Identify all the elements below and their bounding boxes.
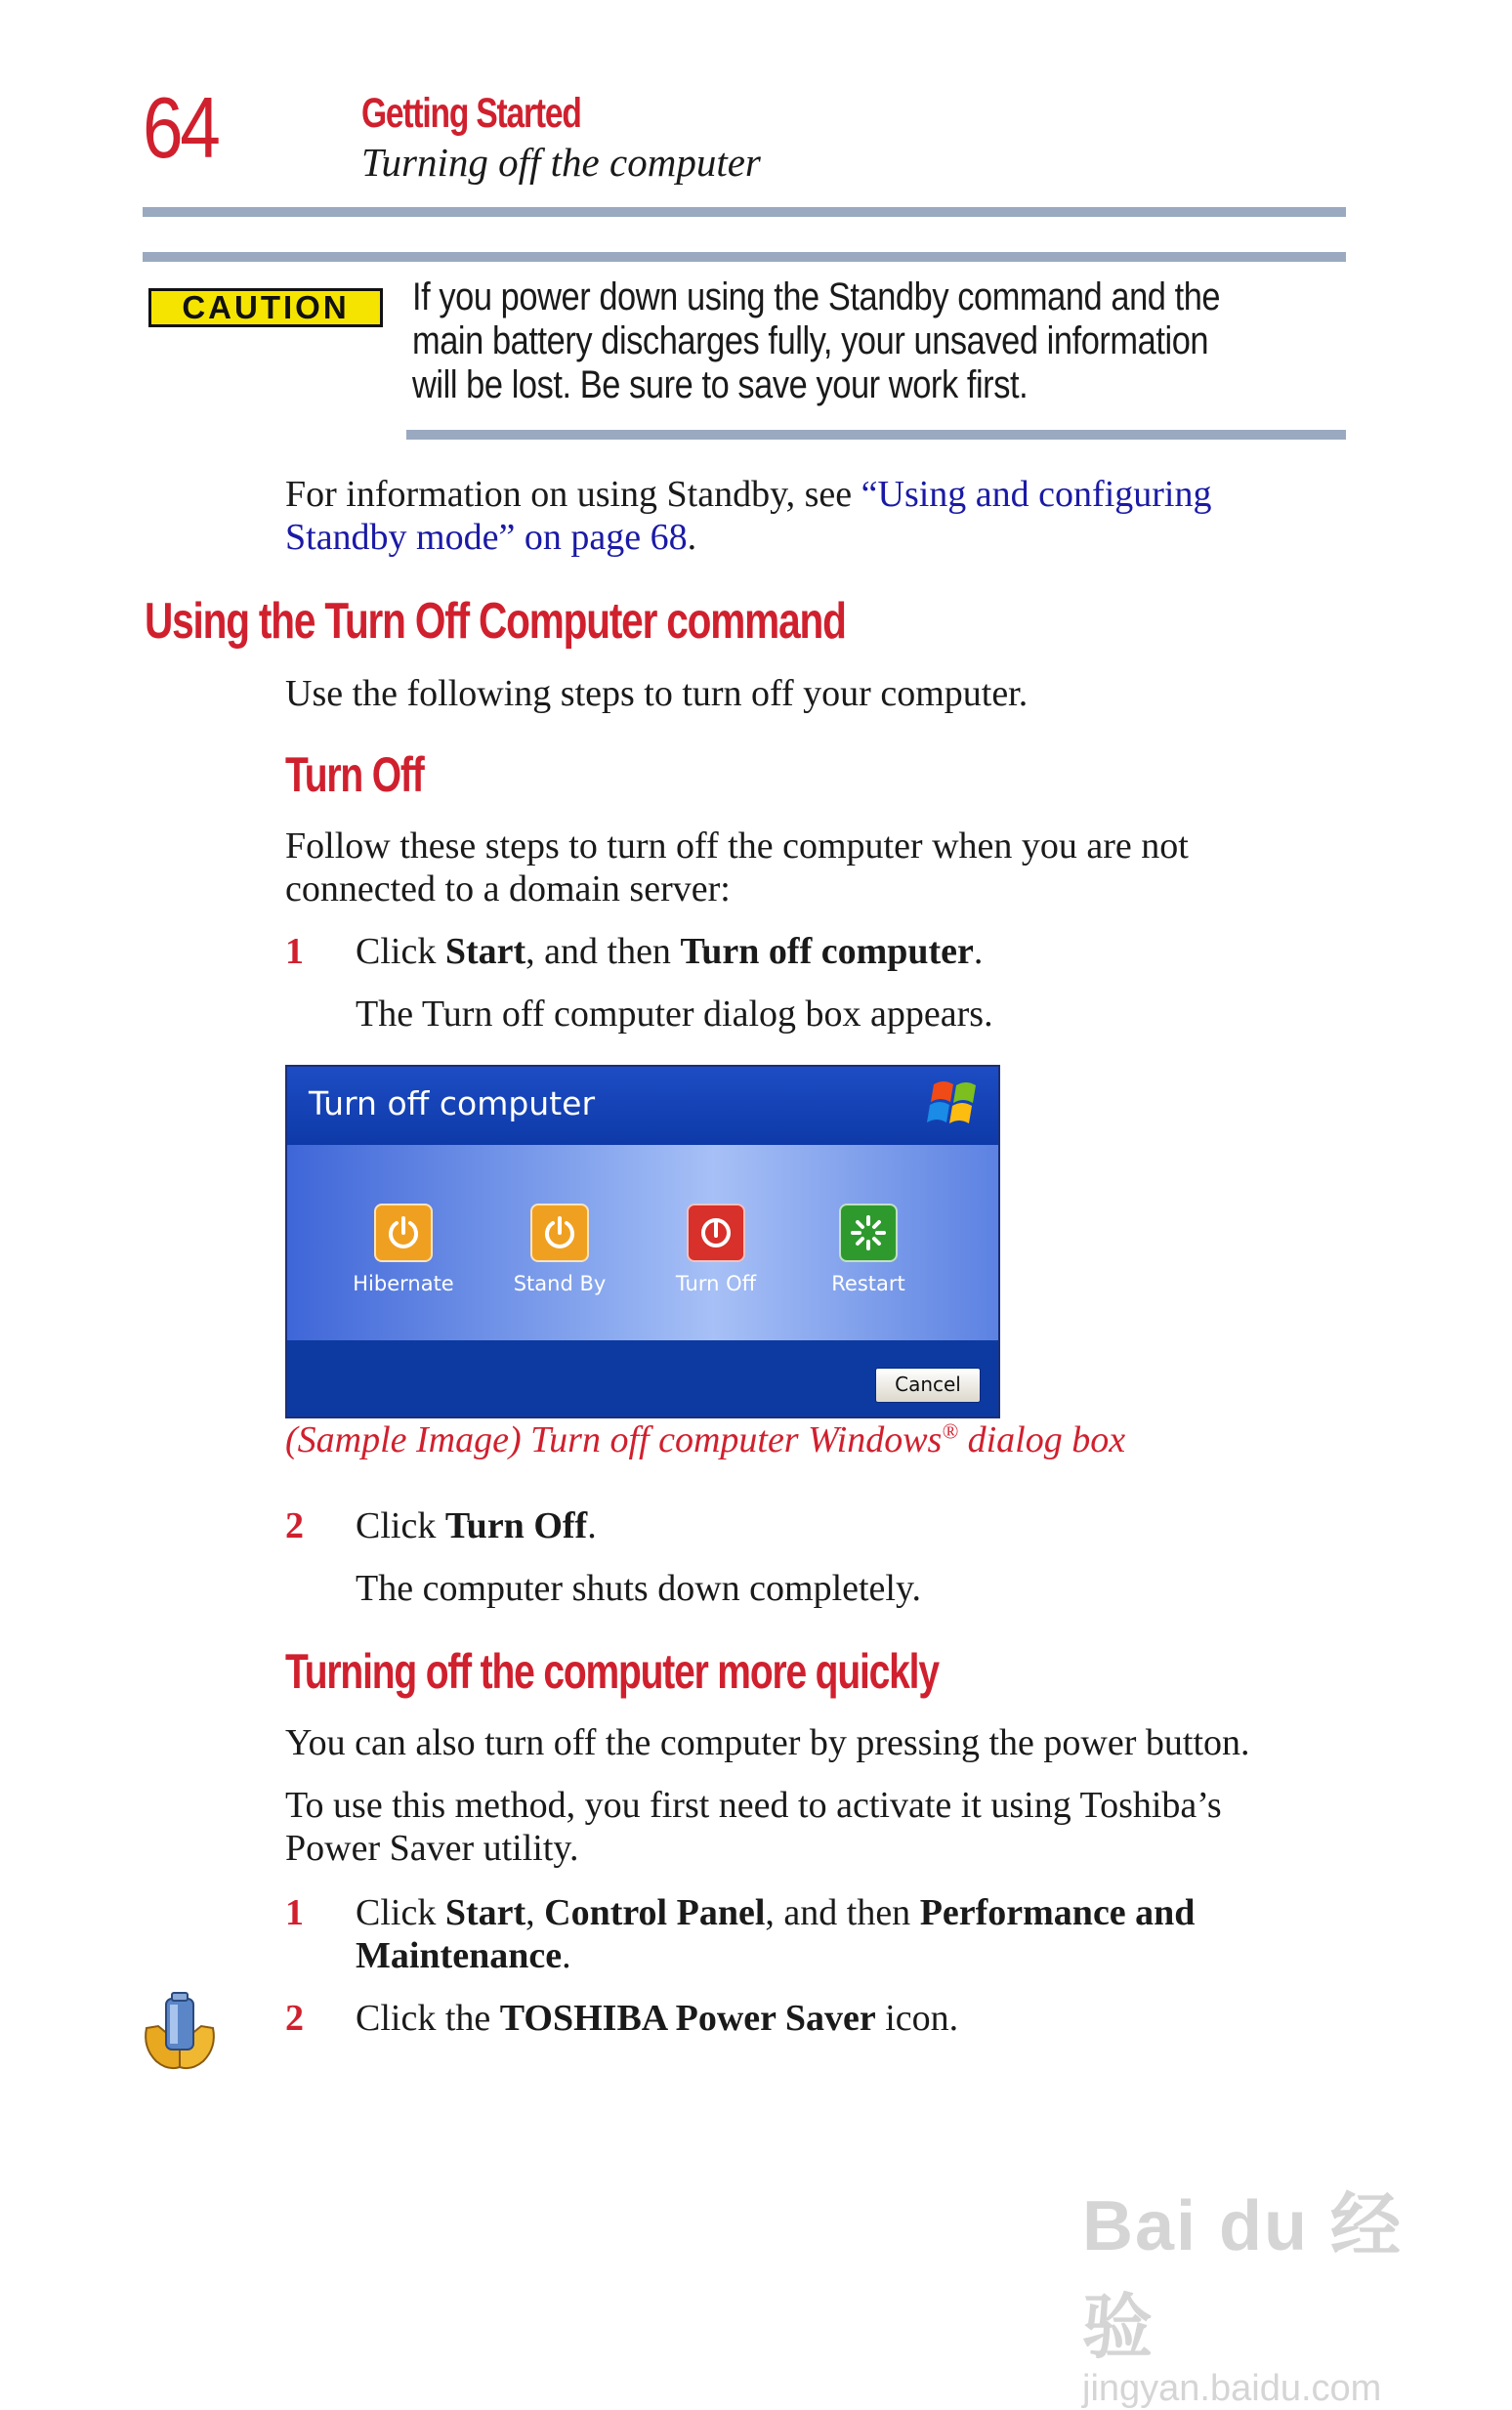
step-number: 1 — [285, 1892, 304, 1933]
page-number: 64 — [143, 79, 218, 176]
step-1-result: The Turn off computer dialog box appears. — [356, 994, 993, 1035]
quick-p1: You can also turn off the computer by pressing the power button. — [285, 1722, 1250, 1763]
caution-bottom-rule — [406, 430, 1346, 440]
quick-p2: To use this method, you first need to activate it using Toshiba’s Power Saver utility. — [285, 1785, 1222, 1869]
section-intro: Use the following steps to turn off your computer. — [285, 673, 1029, 714]
step-2-result: The computer shuts down completely. — [356, 1568, 922, 1609]
restart-icon — [839, 1204, 898, 1262]
hibernate-label: Hibernate — [353, 1272, 454, 1295]
section-title: Turning off the computer — [361, 140, 761, 185]
step-2-text: Click Turn Off. — [356, 1505, 597, 1546]
caution-text: If you power down using the Standby command and the main battery discharges fully, your unsaved information will be lost. Be sure to save your work first. — [412, 275, 1221, 406]
turn-off-dialog — [285, 1065, 1000, 1418]
standby-link[interactable]: “Using and configuring Standby mode” on page 68 — [285, 474, 1212, 558]
turn-off-label: Turn Off — [675, 1272, 757, 1295]
restart-option[interactable] — [805, 1204, 932, 1295]
windows-logo-icon — [926, 1077, 985, 1131]
chapter-title: Getting Started — [361, 90, 581, 137]
subheading-turn-off: Turn Off — [285, 747, 424, 802]
subheading-quickly: Turning off the computer more quickly — [285, 1644, 939, 1699]
standby-reference: For information on using Standby, see “Using and configuring Standby mode” on page 68. — [285, 474, 1212, 558]
caution-badge: CAUTION — [148, 288, 383, 327]
quick-step-2-text: Click the TOSHIBA Power Saver icon. — [356, 1998, 959, 2039]
cancel-button[interactable]: Cancel — [875, 1368, 981, 1403]
turn-off-power-icon — [687, 1204, 745, 1262]
header-rule — [143, 207, 1346, 217]
watermark-url: jingyan.baidu.com — [1082, 2368, 1382, 2409]
turn-off-option[interactable] — [652, 1204, 779, 1295]
step-1-text: Click Start, and then Turn off computer. — [356, 931, 984, 972]
baidu-watermark — [1082, 2169, 1453, 2409]
step-number: 1 — [285, 931, 304, 972]
section-heading: Using the Turn Off Computer command — [145, 593, 846, 650]
dialog-title: Turn off computer — [309, 1084, 596, 1122]
figure-caption: (Sample Image) Turn off computer Windows® dialog box — [285, 1418, 1126, 1460]
standby-label: Stand By — [513, 1272, 607, 1295]
quick-step-1-text: Click Start, Control Panel, and then Performance and Maintenance. — [356, 1892, 1196, 1976]
hibernate-power-icon — [374, 1204, 433, 1262]
standby-power-icon — [530, 1204, 589, 1262]
caution-top-rule — [143, 252, 1346, 262]
hibernate-option[interactable] — [340, 1204, 467, 1295]
watermark-brand: Bai du 经验 — [1082, 2187, 1404, 2367]
standby-option[interactable] — [496, 1204, 623, 1295]
step-number: 2 — [285, 1998, 304, 2039]
turn-off-intro: Follow these steps to turn off the computer when you are not connected to a domain server: — [285, 825, 1189, 909]
toshiba-power-saver-icon — [139, 1989, 221, 2075]
step-number: 2 — [285, 1505, 304, 1546]
restart-label: Restart — [831, 1272, 905, 1295]
dialog-title-bar — [287, 1067, 998, 1145]
